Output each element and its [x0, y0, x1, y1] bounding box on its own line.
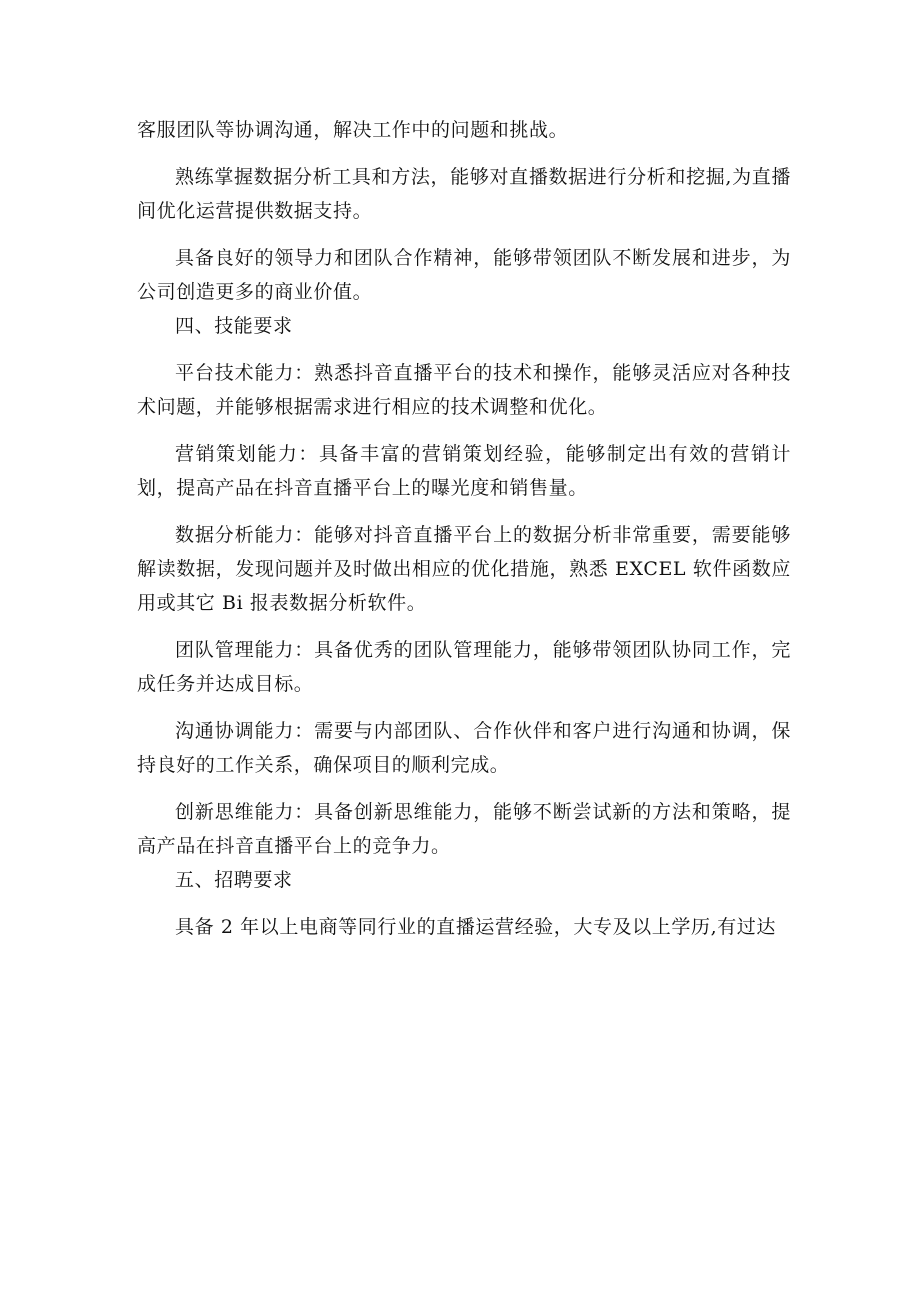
paragraph-experience-requirement: 具备 2 年以上电商等同行业的直播运营经验，大专及以上学历,有过达	[175, 916, 777, 938]
paragraph-communication-skill: 沟通协调能力：需要与内部团队、合作伙伴和客户进行沟通和协调，保持良好的工作关系，确保项目的顺利完成。	[137, 720, 791, 776]
paragraph-data-analysis-skill: 数据分析能力：能够对抖音直播平台上的数据分析非常重要，需要能够解读数据，发现问题并及时做出相应的优化措施，熟悉 EXCEL 软件函数应用或其它 Bi 报表数据分析软件。	[137, 524, 791, 614]
paragraph-marketing-planning-skill: 营销策划能力：具备丰富的营销策划经验，能够制定出有效的营销计划，提高产品在抖音直播平台上的曝光度和销售量。	[137, 443, 791, 499]
paragraph-platform-tech-skill: 平台技术能力：熟悉抖音直播平台的技术和操作，能够灵活应对各种技术问题，并能够根据需求进行相应的技术调整和优化。	[137, 362, 791, 418]
paragraph-innovative-thinking-skill: 创新思维能力：具备创新思维能力，能够不断尝试新的方法和策略，提高产品在抖音直播平台上的竞争力。	[137, 801, 791, 857]
section-heading-recruitment-requirements: 五、招聘要求	[175, 869, 293, 891]
paragraph-team-management-skill: 团队管理能力：具备优秀的团队管理能力，能够带领团队协同工作，完成任务并达成目标。	[137, 639, 791, 695]
paragraph-customer-service-coordination: 客服团队等协调沟通，解决工作中的问题和挑战。	[137, 119, 569, 141]
document-body	[137, 113, 791, 944]
paragraph-leadership: 具备良好的领导力和团队合作精神，能够带领团队不断发展和进步，为公司创造更多的商业价值。	[137, 247, 791, 303]
paragraph-data-analysis-tools: 熟练掌握数据分析工具和方法，能够对直播数据进行分析和挖掘,为直播间优化运营提供数据支持。	[137, 166, 791, 222]
section-heading-skill-requirements: 四、技能要求	[175, 315, 293, 337]
